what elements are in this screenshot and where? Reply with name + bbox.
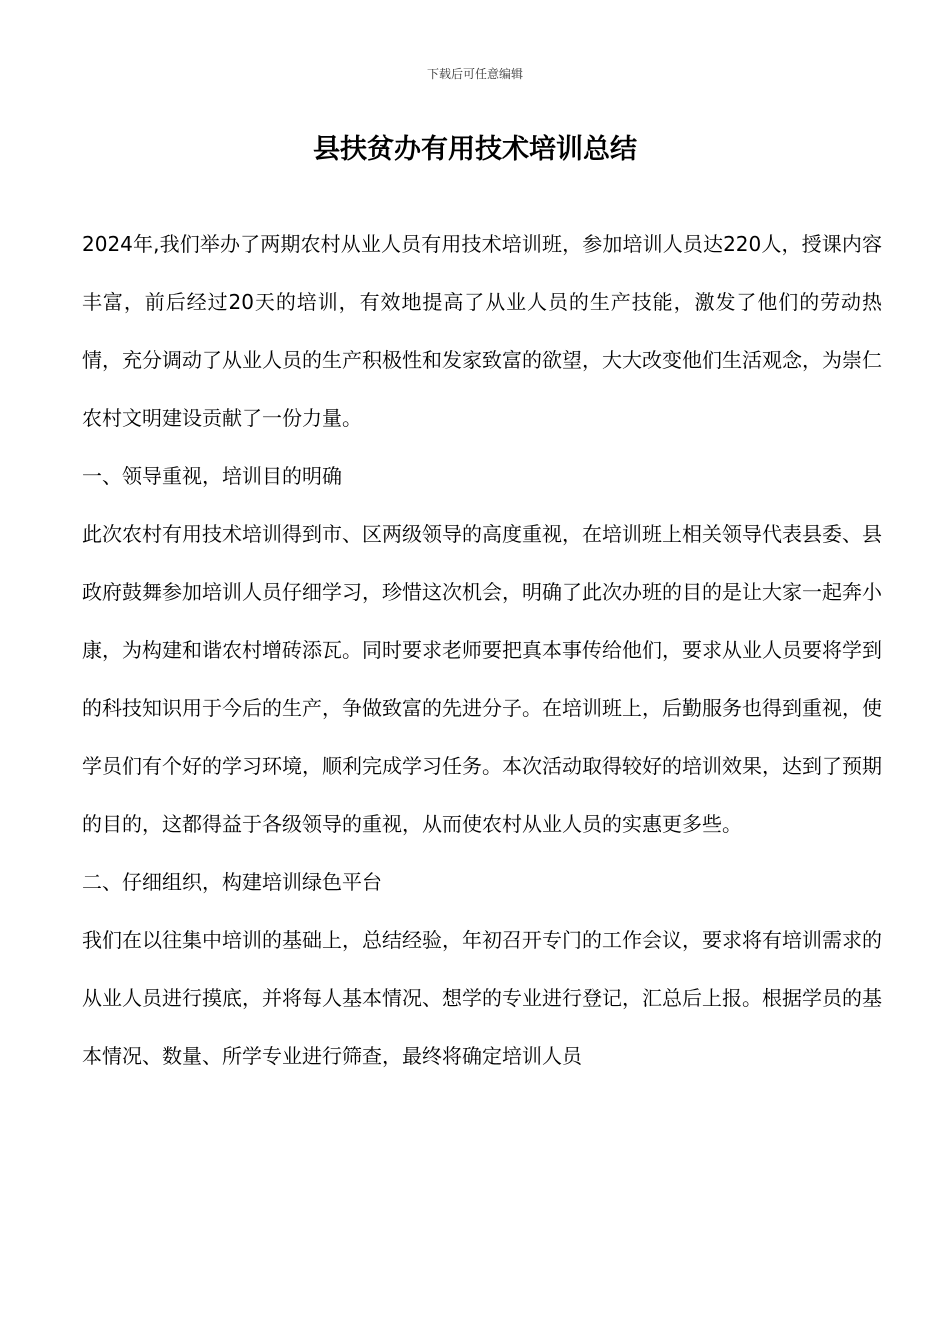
document-body [82,215,882,1085]
section-heading-1: 一、领导重视，培训目的明确 [82,464,342,488]
document-title: 县扶贫办有用技术培训总结 [313,134,637,165]
paragraph-section-2: 我们在以往集中培训的基础上，总结经验，年初召开专门的工作会议，要求将有培训需求的从业人员进行摸底，并将每人基本情况、想学的专业进行登记，汇总后上报。根据学员的基本情况、数量、所学专业进行筛查，最终将确定培训人员 [82,928,882,1068]
paragraph-intro: 2024年,我们举办了两期农村从业人员有用技术培训班，参加培训人员达220人，授课内容丰富，前后经过20天的培训，有效地提高了从业人员的生产技能，激发了他们的劳动热情，充分调动了从业人员的生产积极性和发家致富的欲望，大大改变他们生活观念，为崇仁农村文明建设贡献了一份力量。 [82,232,882,430]
header-note: 下载后可任意编辑 [426,67,523,81]
section-heading-2: 二、仔细组织，构建培训绿色平台 [82,870,382,894]
paragraph-section-1: 此次农村有用技术培训得到市、区两级领导的高度重视，在培训班上相关领导代表县委、县政府鼓舞参加培训人员仔细学习，珍惜这次机会，明确了此次办班的目的是让大家一起奔小康，为构建和谐农村增砖添瓦。同时要求老师要把真本事传给他们，要求从业人员要将学到的科技知识用于今后的生产，争做致富的先进分子。在培训班上，后勤服务也得到重视，使学员们有个好的学习环境，顺利完成学习任务。本次活动取得较好的培训效果，达到了预期的目的，这都得益于各级领导的重视，从而使农村从业人员的实惠更多些。 [82,522,882,836]
